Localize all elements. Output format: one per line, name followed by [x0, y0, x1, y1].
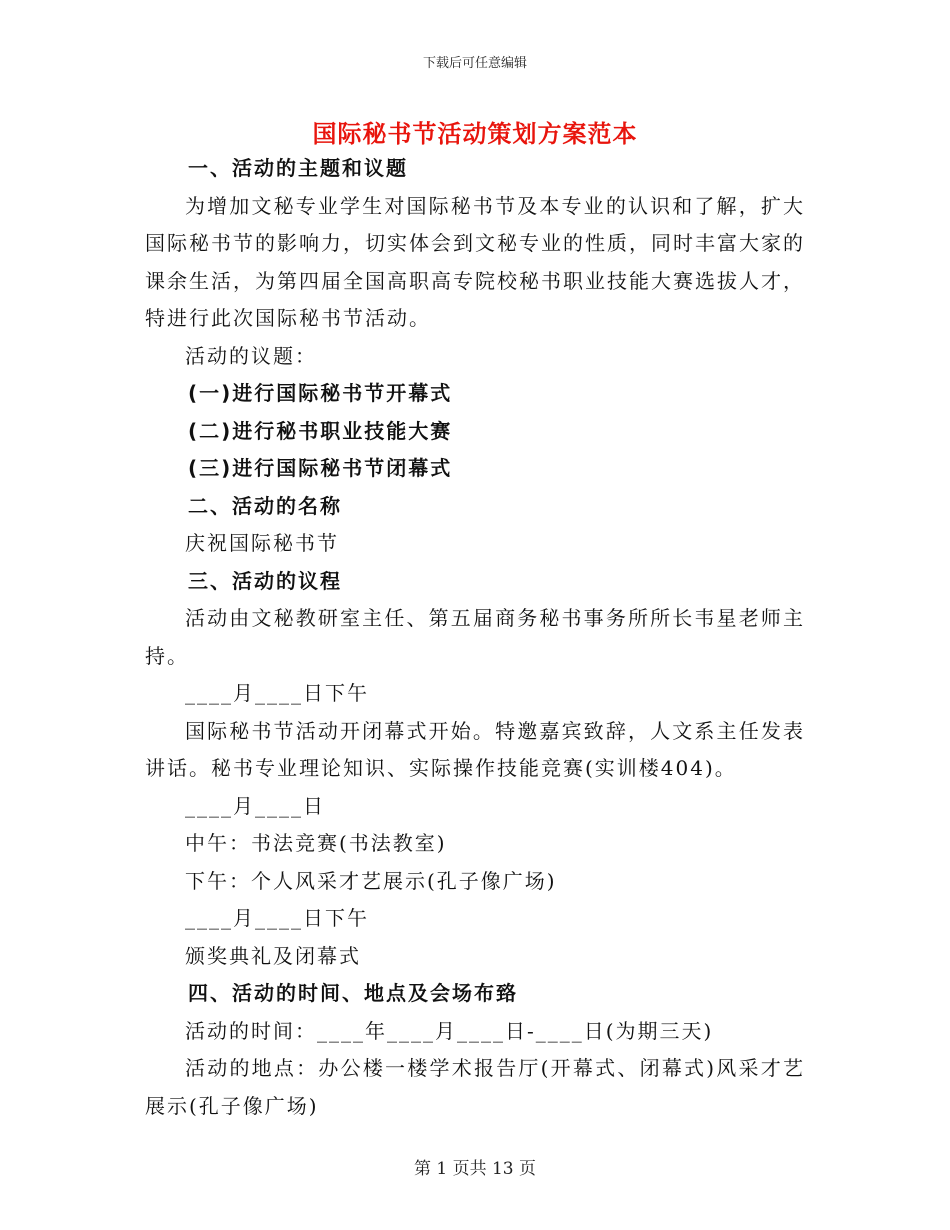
noon-schedule: 中午：书法竞赛(书法教室) [185, 831, 447, 855]
closing-ceremony: 颁奖典礼及闭幕式 [185, 943, 361, 968]
document-body [145, 150, 805, 1125]
afternoon-schedule: 下午：个人风采才艺展示(孔子像广场) [185, 868, 557, 893]
activity-time: 活动的时间：____年____月____日-____日(为期三天) [185, 1018, 714, 1043]
topic-item-3: (三)进行国际秘书节闭幕式 [188, 456, 453, 480]
host-paragraph: 活动由文秘教研室主任、第五届商务秘书事务所所长韦星老师主持。 [145, 606, 805, 668]
topic-item-1: (一)进行国际秘书节开幕式 [188, 381, 453, 405]
date-line-1: ____月____日下午 [185, 681, 369, 705]
section-2-heading: 二、活动的名称 [188, 493, 342, 518]
page-header: 下载后可任意编辑 [422, 56, 527, 71]
section-1-heading: 一、活动的主题和议题 [188, 156, 408, 180]
section-3-heading: 三、活动的议程 [188, 568, 342, 593]
section-4-heading: 四、活动的时间、地点及会场布臵 [188, 981, 518, 1005]
activity-place: 活动的地点：办公楼一楼学术报告厅(开幕式、闭幕式)风采才艺展示(孔子像广场) [145, 1056, 805, 1118]
topic-item-2: (二)进行秘书职业技能大赛 [188, 418, 453, 443]
date-line-3: ____月____日下午 [185, 906, 369, 930]
page-footer: 第 1 页共 13 页 [413, 1159, 537, 1179]
opening-paragraph: 国际秘书节活动开闭幕式开始。特邀嘉宾致辞，人文系主任发表讲话。秘书专业理论知识、实际操作技能竞赛(实训楼404)。 [145, 718, 805, 780]
date-line-2: ____月____日 [185, 793, 325, 818]
topics-label: 活动的议题： [185, 343, 317, 368]
activity-name: 庆祝国际秘书节 [185, 531, 339, 555]
document-title: 国际秘书节活动策划方案范本 [312, 119, 638, 148]
section-1-intro: 为增加文秘专业学生对国际秘书节及本专业的认识和了解，扩大国际秘书节的影响力，切实体会到文秘专业的性质，同时丰富大家的课余生活，为第四届全国高职高专院校秘书职业技能大赛选拔人才，特进行此次国际秘书节活动。 [145, 193, 805, 330]
